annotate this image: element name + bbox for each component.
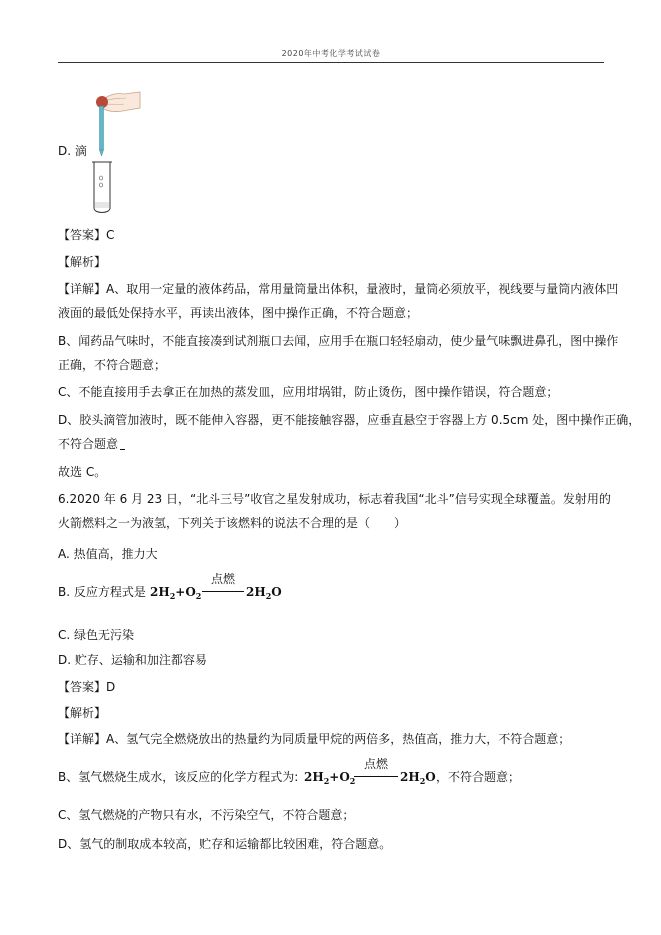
dropper-test-tube-illustration: [84, 86, 144, 220]
explanation-1-line-5: C、不能直接用手去拿正在加热的蒸发皿，应用坩埚钳，防止烫伤，图中操作错误，符合题意；: [58, 385, 559, 399]
answer-2: 【答案】D: [58, 680, 116, 694]
explanation-1-line-2: 液面的最低处保持水平，再读出液体，图中操作正确，不符合题意；: [58, 306, 419, 320]
page-header: 2020年中考化学考试试卷: [281, 49, 381, 58]
equation-b-condition: 点燃: [210, 572, 235, 586]
explanation-2-line-3: C、氢气燃烧的产物只有水，不污染空气，不符合题意；: [58, 808, 355, 822]
question-6-stem-line-2: 火箭燃料之一为液氢，下列关于该燃料的说法不合理的是（ ）: [58, 516, 407, 530]
explanation-2-line-4: D、氢气的制取成本较高，贮存和运输都比较困难，符合题意。: [58, 837, 392, 851]
explanation-1-line-3: B、闻药品气味时，不能直接凑到试剂瓶口去闻，应用手在瓶口轻轻扇动，使少量气味飘进鼻孔，图中操作: [58, 334, 619, 348]
explanation-2-line-2-prefix: B、氢气燃烧生成水，该反应的化学方程式为:: [58, 770, 299, 784]
equation-b-right: $2H_2O$: [246, 585, 282, 601]
analysis-label-2: 【解析】: [58, 706, 107, 720]
analysis-label-1: 【解析】: [58, 255, 107, 269]
equation-b-left: $2H_2+O_2$: [150, 585, 202, 601]
option-c: C. 绿色无污染: [58, 628, 135, 642]
question-6-stem-line-1: 6.2020 年 6 月 23 日，“北斗三号”收官之星发射成功，标志着我国“北斗”信号实现全球覆盖。发射用的: [58, 492, 611, 506]
conclusion-1: 故选 C。: [58, 465, 107, 479]
option-a: A. 热值高，推力大: [58, 547, 158, 561]
explanation-2-line-2-suffix: ，不符合题意；: [436, 770, 521, 784]
option-b-prefix: B. 反应方程式是: [58, 585, 146, 599]
explanation-1-line-4: 正确，不符合题意；: [58, 358, 167, 372]
equation-b-arrow-bar: [202, 591, 244, 592]
option-d-label: D. 滴: [58, 144, 87, 158]
equation-2-left: $2H_2+O_2$: [304, 770, 356, 786]
equation-2-right: $2H_2O$: [400, 770, 436, 786]
header-divider: [58, 62, 604, 63]
equation-2-condition: 点燃: [363, 757, 388, 771]
answer-1: 【答案】C: [58, 228, 115, 242]
explanation-1-line-1: 【详解】A、取用一定量的液体药品，常用量筒量出体积，量液时，量筒必须放平，视线要与量筒内液体凹: [58, 282, 619, 296]
option-d: D. 贮存、运输和加注都容易: [58, 653, 207, 667]
equation-2-arrow-bar: [354, 776, 398, 777]
explanation-1-line-7: 不符合题意: [58, 437, 125, 451]
explanation-1-line-6: D、胶头滴管加液时，既不能伸入容器，更不能接触容器，应垂直悬空于容器上方 0.5cm 处，图中操作正确，: [58, 413, 641, 427]
explanation-2-line-1: 【详解】A、氢气完全燃烧放出的热量约为同质量甲烷的两倍多，热值高，推力大，不符合题意；: [58, 732, 571, 746]
dropper-tube: [100, 106, 104, 150]
option-b: [58, 585, 146, 599]
